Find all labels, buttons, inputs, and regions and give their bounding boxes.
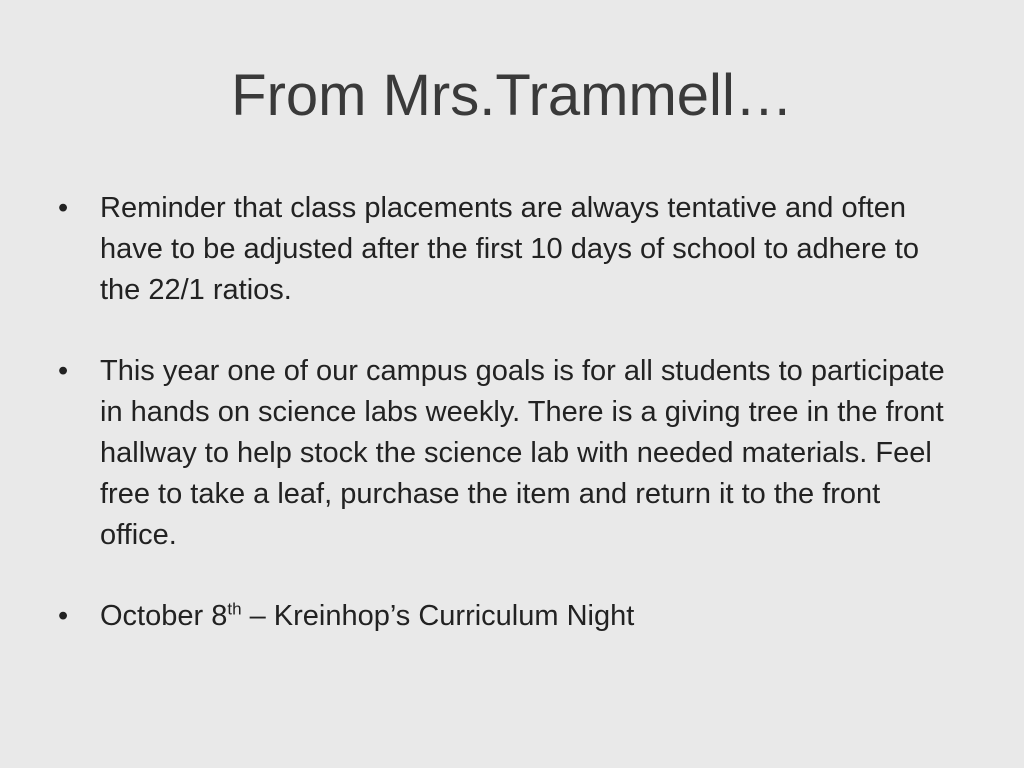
bullet-item-class-placements — [58, 188, 958, 311]
bullet-item-curriculum-night — [58, 596, 958, 637]
bullet-glyph: • — [58, 192, 69, 224]
bullet-text: Reminder that class placements are always tentative and often have to be adjusted after the first 10 days of school to adhere to the 22/1 ratios. — [100, 192, 919, 306]
bullet-glyph: • — [58, 355, 69, 387]
event-text: – Kreinhop’s Curriculum Night — [241, 600, 635, 632]
ordinal-suffix: th — [227, 599, 242, 619]
slide-title: From Mrs.Trammell… — [231, 63, 793, 128]
bullet-item-science-labs — [58, 351, 958, 556]
bullet-list — [58, 188, 958, 637]
date-text: October 8 — [100, 600, 228, 632]
bullet-glyph: • — [58, 600, 69, 632]
bullet-text — [100, 596, 958, 637]
bullet-text: This year one of our campus goals is for all students to participate in hands on science labs weekly. There is a giving tree in the front hallway to help stock the science lab with needed materials. Feel free to take a leaf, purchase the item and return it to the front office. — [100, 355, 945, 551]
